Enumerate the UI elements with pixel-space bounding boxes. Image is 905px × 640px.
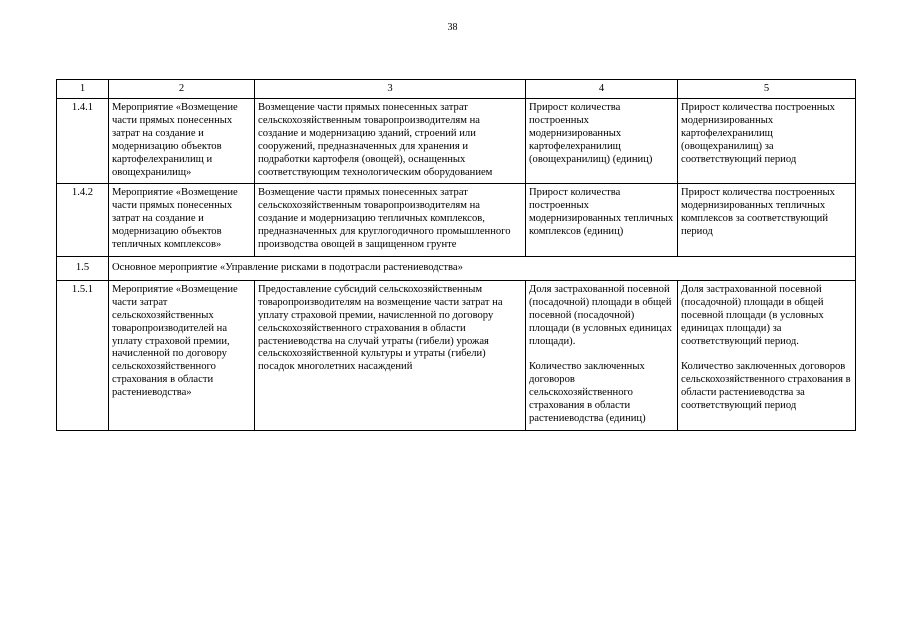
table-row	[57, 280, 856, 430]
indicator	[526, 99, 678, 184]
measure-name: Мероприятие «Возмещение части прямых понесенных затрат на создание и модернизацию объектов тепличных комплексов»	[109, 184, 255, 257]
indicator-period-text: Количество заключенных договоров сельскохозяйственного страхования в области растениеводства за соответствующий период	[681, 361, 851, 412]
header-col-2: 2	[109, 80, 255, 99]
indicator-period	[678, 184, 856, 257]
section-number: 1.5	[57, 256, 109, 280]
indicator-period	[678, 99, 856, 184]
indicator-period-text: Прирост количества построенных модернизированных тепличных комплексов за соответствующий период	[681, 187, 835, 238]
header-col-4: 4	[526, 80, 678, 99]
indicator-period-text: Прирост количества построенных модернизированных картофелехранилищ (овощехранилищ) за соответствующий период	[681, 102, 835, 165]
measure-name: Мероприятие «Возмещение части прямых понесенных затрат на создание и модернизацию объектов картофелехранилищ и овощехранилищ»	[109, 99, 255, 184]
row-number: 1.4.2	[57, 184, 109, 257]
indicator	[526, 184, 678, 257]
indicator	[526, 280, 678, 430]
row-number: 1.5.1	[57, 280, 109, 430]
header-col-1: 1	[57, 80, 109, 99]
indicator-period	[678, 280, 856, 430]
measures-table	[56, 79, 856, 431]
table-row	[57, 184, 856, 257]
page-number: 38	[447, 22, 458, 33]
row-number: 1.4.1	[57, 99, 109, 184]
indicator-text: Доля застрахованной посевной (посадочной) площади в общей посевной (посадочной) площади (в условных единицах площади).	[529, 283, 672, 347]
section-row	[57, 256, 856, 280]
table-row	[57, 99, 856, 184]
header-col-5: 5	[678, 80, 856, 99]
section-title: Основное мероприятие «Управление рисками в подотрасли растениеводства»	[109, 256, 856, 280]
measure-name: Мероприятие «Возмещение части затрат сельскохозяйственных товаропроизводителей на уплату страховой премии, начисленной по договору сельскохозяйственного страхования в области растениеводства»	[109, 280, 255, 430]
header-col-3: 3	[255, 80, 526, 99]
indicator-text: Прирост количества построенных модернизированных тепличных комплексов (единиц)	[529, 187, 674, 238]
indicator-text: Количество заключенных договоров сельскохозяйственного страхования в области растениеводства (единиц)	[529, 361, 646, 425]
measure-description: Предоставление субсидий сельскохозяйственным товаропроизводителям на возмещение части затрат на уплату страховой премии, начисленной по договору сельскохозяйственного страхования в области растениеводства на случай утраты (гибели) урожая сельскохозяйственной культуры и утраты (гибели) посадок многолетних насаждений	[255, 280, 526, 430]
table-header-row	[57, 80, 856, 99]
indicator-text: Прирост количества построенных модернизированных картофелехранилищ (овощехранилищ) (единиц)	[529, 102, 653, 165]
measure-description: Возмещение части прямых понесенных затрат сельскохозяйственным товаропроизводителям на создание и модернизацию зданий, строений или сооружений, предназначенных для хранения и подработки картофеля (овощей), оснащенных соответствующим технологическим оборудованием	[255, 99, 526, 184]
measure-description: Возмещение части прямых понесенных затрат сельскохозяйственным товаропроизводителям на создание и модернизацию тепличных комплексов, предназначенных для круглогодичного промышленного производства овощей в защищенном грунте	[255, 184, 526, 257]
indicator-period-text: Доля застрахованной посевной (посадочной) площади в общей посевной площади (в условных единицах площади) за соответствующий период.	[681, 283, 824, 347]
